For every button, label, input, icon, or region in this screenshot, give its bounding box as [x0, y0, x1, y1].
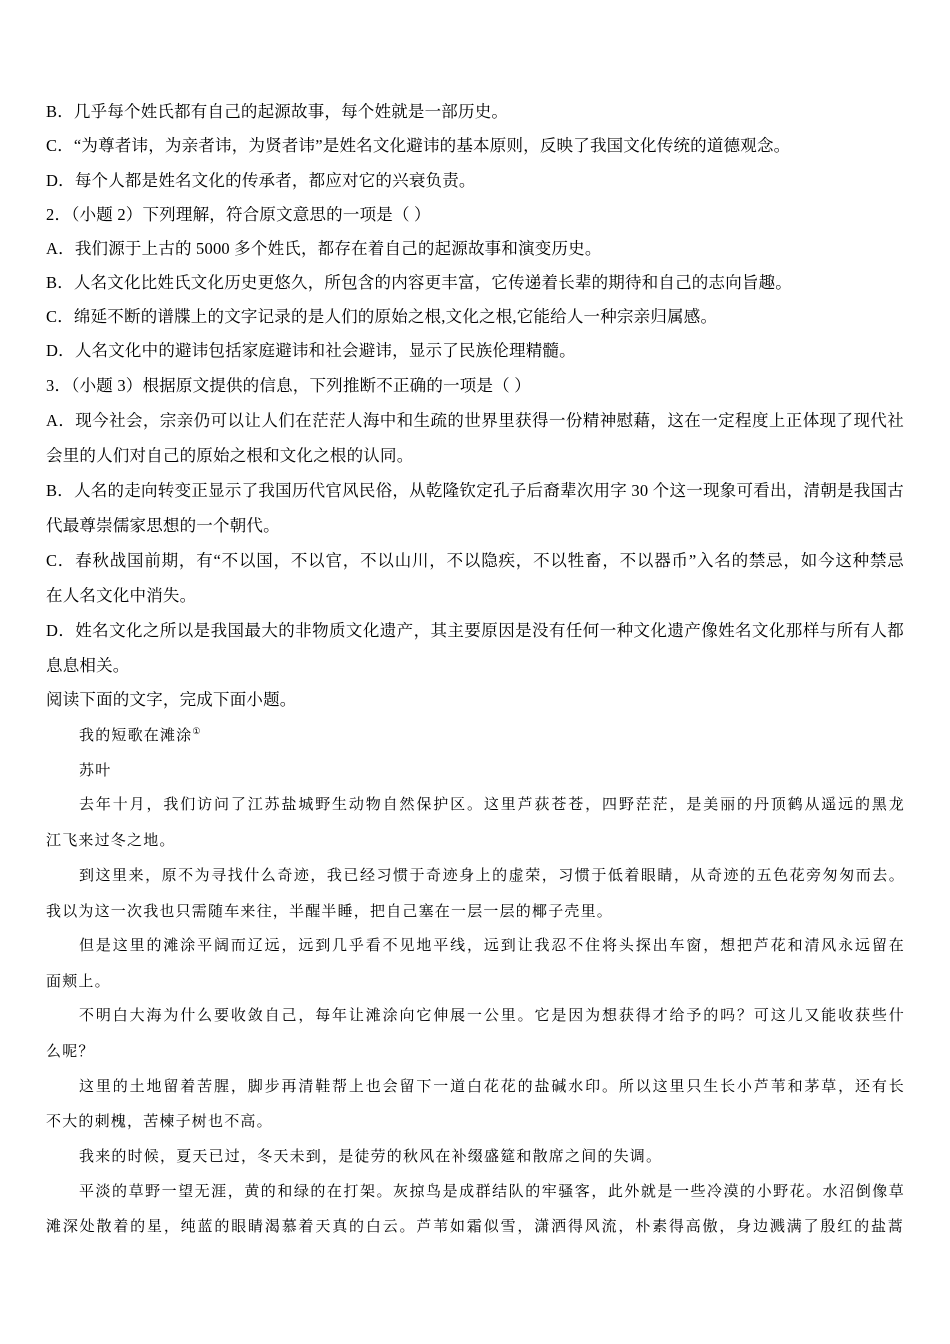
q2-option-a: A．我们源于上古的 5000 多个姓氏，都存在着自己的起源故事和演变历史。: [46, 239, 602, 258]
passage-author: 苏叶: [79, 761, 112, 779]
q1-option-d: D．每个人都是姓名文化的传承者，都应对它的兴衰负责。: [46, 171, 476, 190]
q1-option-c: C．“为尊者讳，为亲者讳，为贤者讳”是姓名文化避讳的基本原则，反映了我国文化传统的道德观念。: [46, 136, 791, 155]
paragraph-5-line1: 这里的土地留着苦腥，脚步再清鞋帮上也会留下一道白花花的盐碱水印。所以这里只生长小芦苇和茅草，还有长: [79, 1077, 905, 1095]
q3-option-b-line1: B．人名的走向转变正显示了我国历代官风民俗，从乾隆钦定孔子后裔辈次用字 30 个这一现象可看出，清朝是我国古: [46, 481, 904, 500]
q3-option-d-line2: 息息相关。: [46, 656, 130, 675]
paragraph-2-line1: 到这里来，原不为寻找什么奇迹，我已经习惯于奇迹身上的虚荣，习惯于低着眼睛，从奇迹的五色花旁匆匆而去。: [79, 866, 905, 884]
passage-title: [79, 725, 202, 745]
passage-title-text: 我的短歌在滩涂: [79, 726, 193, 744]
q3-option-a-line1: A．现今社会，宗亲仍可以让人们在茫茫人海中和生疏的世界里获得一份精神慰藉，这在一定程度上正体现了现代社: [46, 411, 904, 430]
q3-option-c-line1: C．春秋战国前期，有“不以国，不以官，不以山川，不以隐疾，不以牲畜，不以器币”入名的禁忌，如今这种禁忌: [46, 551, 904, 570]
q3-option-c-line2: 在人名文化中消失。: [46, 586, 197, 605]
q3-option-d-line1: D．姓名文化之所以是我国最大的非物质文化遗产，其主要原因是没有任何一种文化遗产像姓名文化那样与所有人都: [46, 621, 904, 640]
passage-title-footnote-mark: ①: [192, 727, 202, 737]
paragraph-3-line2: 面颊上。: [46, 972, 111, 990]
q2-option-d: D．人名文化中的避讳包括家庭避讳和社会避讳，显示了民族伦理精髓。: [46, 341, 576, 360]
q1-option-b: B．几乎每个姓氏都有自己的起源故事，每个姓就是一部历史。: [46, 102, 509, 121]
q3-stem: 3．（小题 3）根据原文提供的信息，下列推断不正确的一项是（ ）: [46, 376, 531, 395]
paragraph-7-line2: 滩深处散着的星，纯蓝的眼睛渴慕着天真的白云。芦苇如霜似雪，潇洒得风流，朴素得高傲，身边溅满了殷红的盐蒿: [46, 1217, 904, 1235]
paragraph-7-line1: 平淡的草野一望无涯，黄的和绿的在打架。灰掠鸟是成群结队的牢骚客，此外就是一些冷漠的小野花。水沼倒像草: [79, 1182, 905, 1200]
paragraph-4-line2: 么呢？: [46, 1042, 95, 1060]
q2-option-c: C．绵延不断的谱牒上的文字记录的是人们的原始之根,文化之根,它能给人一种宗亲归属感。: [46, 307, 718, 326]
paragraph-3-line1: 但是这里的滩涂平阔而辽远，远到几乎看不见地平线，远到让我忍不住将头探出车窗，想把芦花和清风永远留在: [79, 936, 905, 954]
q3-option-a-line2: 会里的人们对自己的原始之根和文化之根的认同。: [46, 446, 414, 465]
paragraph-6: 我来的时候，夏天已过，冬天未到，是徒劳的秋风在补缀盛筵和散席之间的失调。: [79, 1147, 663, 1165]
reading-instruction: 阅读下面的文字，完成下面小题。: [46, 690, 297, 709]
q3-option-b-line2: 代最尊崇儒家思想的一个朝代。: [46, 516, 280, 535]
paragraph-1-line1: 去年十月，我们访问了江苏盐城野生动物自然保护区。这里芦荻苍苍，四野茫茫，是美丽的丹顶鹤从遥远的黑龙: [79, 795, 905, 813]
paragraph-4-line1: 不明白大海为什么要收敛自己，每年让滩涂向它伸展一公里。它是因为想获得才给予的吗？可这儿又能收获些什: [79, 1006, 905, 1024]
paragraph-5-line2: 不大的刺槐，苦楝子树也不高。: [46, 1112, 273, 1130]
paragraph-2-line2: 我以为这一次我也只需随车来往，半醒半睡，把自己塞在一层一层的椰子壳里。: [46, 902, 614, 920]
q2-option-b: B．人名文化比姓氏文化历史更悠久，所包含的内容更丰富，它传递着长辈的期待和自己的志向旨趣。: [46, 273, 793, 292]
q2-stem: 2．（小题 2）下列理解，符合原文意思的一项是（ ）: [46, 205, 431, 224]
paragraph-1-line2: 江飞来过冬之地。: [46, 831, 176, 849]
